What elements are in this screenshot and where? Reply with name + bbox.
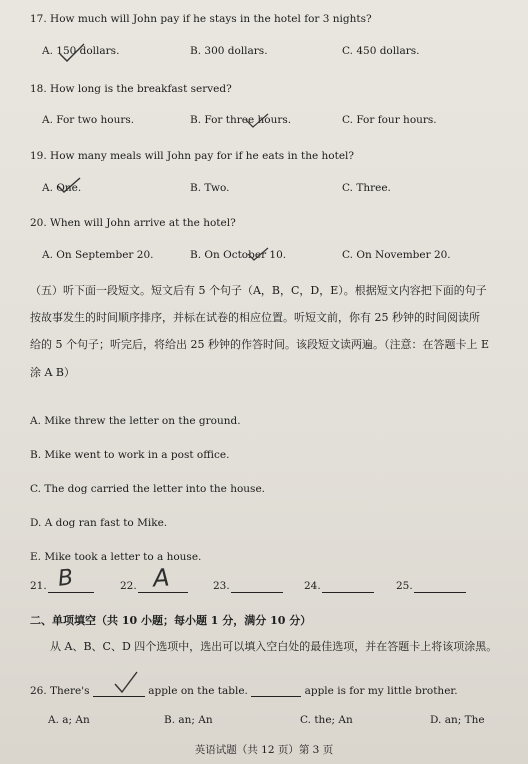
pencil-check-mark-icon	[112, 670, 140, 696]
q17-option-c: C. 450 dollars.	[342, 45, 420, 57]
order-number-25: 25.	[396, 580, 413, 592]
q19-stem: 19. How many meals will John pay for if he eats in the hotel?	[30, 150, 355, 162]
q19-option-a: A. One.	[42, 182, 82, 194]
sentence-c: C. The dog carried the letter into the house.	[30, 483, 265, 495]
section-instruction-line-2: 按故事发生的时间顺序排序，并标在试卷的相应位置。听短文前，你有 25 秒钟的时间阅读所	[30, 311, 480, 324]
pencil-check-mark-icon	[244, 110, 270, 130]
q20-stem: 20. When will John arrive at the hotel?	[30, 217, 236, 229]
part-instruction: 从 A、B、C、D 四个选项中，选出可以填入空白处的最佳选项，并在答题卡上将该项涂黑。	[50, 640, 498, 653]
q18-option-c: C. For four hours.	[342, 114, 437, 126]
sentence-d: D. A dog ran fast to Mike.	[30, 517, 168, 529]
q26-stem	[30, 684, 458, 697]
order-number-24: 24.	[304, 580, 321, 592]
answer-blank-23[interactable]	[231, 580, 283, 593]
q26-stem-end: apple is for my little brother.	[304, 685, 458, 697]
q18-stem: 18. How long is the breakfast served?	[30, 83, 232, 95]
q18-option-b: B. For three hours.	[190, 114, 292, 126]
answer-blank-25[interactable]	[414, 580, 466, 593]
sentence-b: B. Mike went to work in a post office.	[30, 449, 230, 461]
q26-blank-2[interactable]	[251, 684, 301, 697]
q19-option-b: B. Two.	[190, 182, 230, 194]
section-instruction-line-1: （五）听下面一段短文。短文后有 5 个句子（A，B，C，D，E）。根据短文内容把下面的句子	[30, 284, 487, 297]
order-number-22: 22.	[120, 580, 137, 592]
q20-option-a: A. On September 20.	[42, 249, 154, 261]
section-instruction-line-3: 给的 5 个句子；听完后，将给出 25 秒钟的作答时间。该段短文读两遍。（注意：在答题卡上 E	[30, 338, 490, 351]
q18-option-a: A. For two hours.	[42, 114, 135, 126]
q17-stem: 17. How much will John pay if he stays in the hotel for 3 nights?	[30, 13, 372, 25]
q26-option-c: C. the; An	[300, 714, 353, 726]
q26-option-b: B. an; An	[164, 714, 213, 726]
q26-option-d: D. an; The	[430, 714, 485, 726]
pencil-check-mark-icon	[58, 42, 86, 64]
q26-stem-start: 26. There's	[30, 685, 90, 697]
sentence-a: A. Mike threw the letter on the ground.	[30, 415, 241, 427]
q26-option-a: A. a; An	[48, 714, 90, 726]
pencil-check-mark-icon	[56, 175, 82, 195]
answer-blank-24[interactable]	[322, 580, 374, 593]
q17-option-b: B. 300 dollars.	[190, 45, 268, 57]
pencil-check-mark-icon	[246, 244, 270, 264]
q19-option-c: C. Three.	[342, 182, 391, 194]
sentence-e: E. Mike took a letter to a house.	[30, 551, 202, 563]
page-footer: 英语试题（共 12 页）第 3 页	[194, 744, 334, 756]
q17-option-a: A. 150 dollars.	[42, 45, 120, 57]
handwritten-answer-21: B	[56, 565, 75, 592]
order-number-23: 23.	[213, 580, 230, 592]
handwritten-answer-22: A	[152, 563, 171, 593]
q26-stem-middle: apple on the table.	[148, 685, 248, 697]
order-number-21: 21.	[30, 580, 47, 592]
q20-option-c: C. On November 20.	[342, 249, 451, 261]
q20-option-b: B. On October 10.	[190, 249, 287, 261]
section-instruction-line-4: 涂 A B）	[30, 366, 76, 379]
part-heading: 二、单项填空（共 10 小题；每小题 1 分，满分 10 分）	[30, 614, 312, 627]
